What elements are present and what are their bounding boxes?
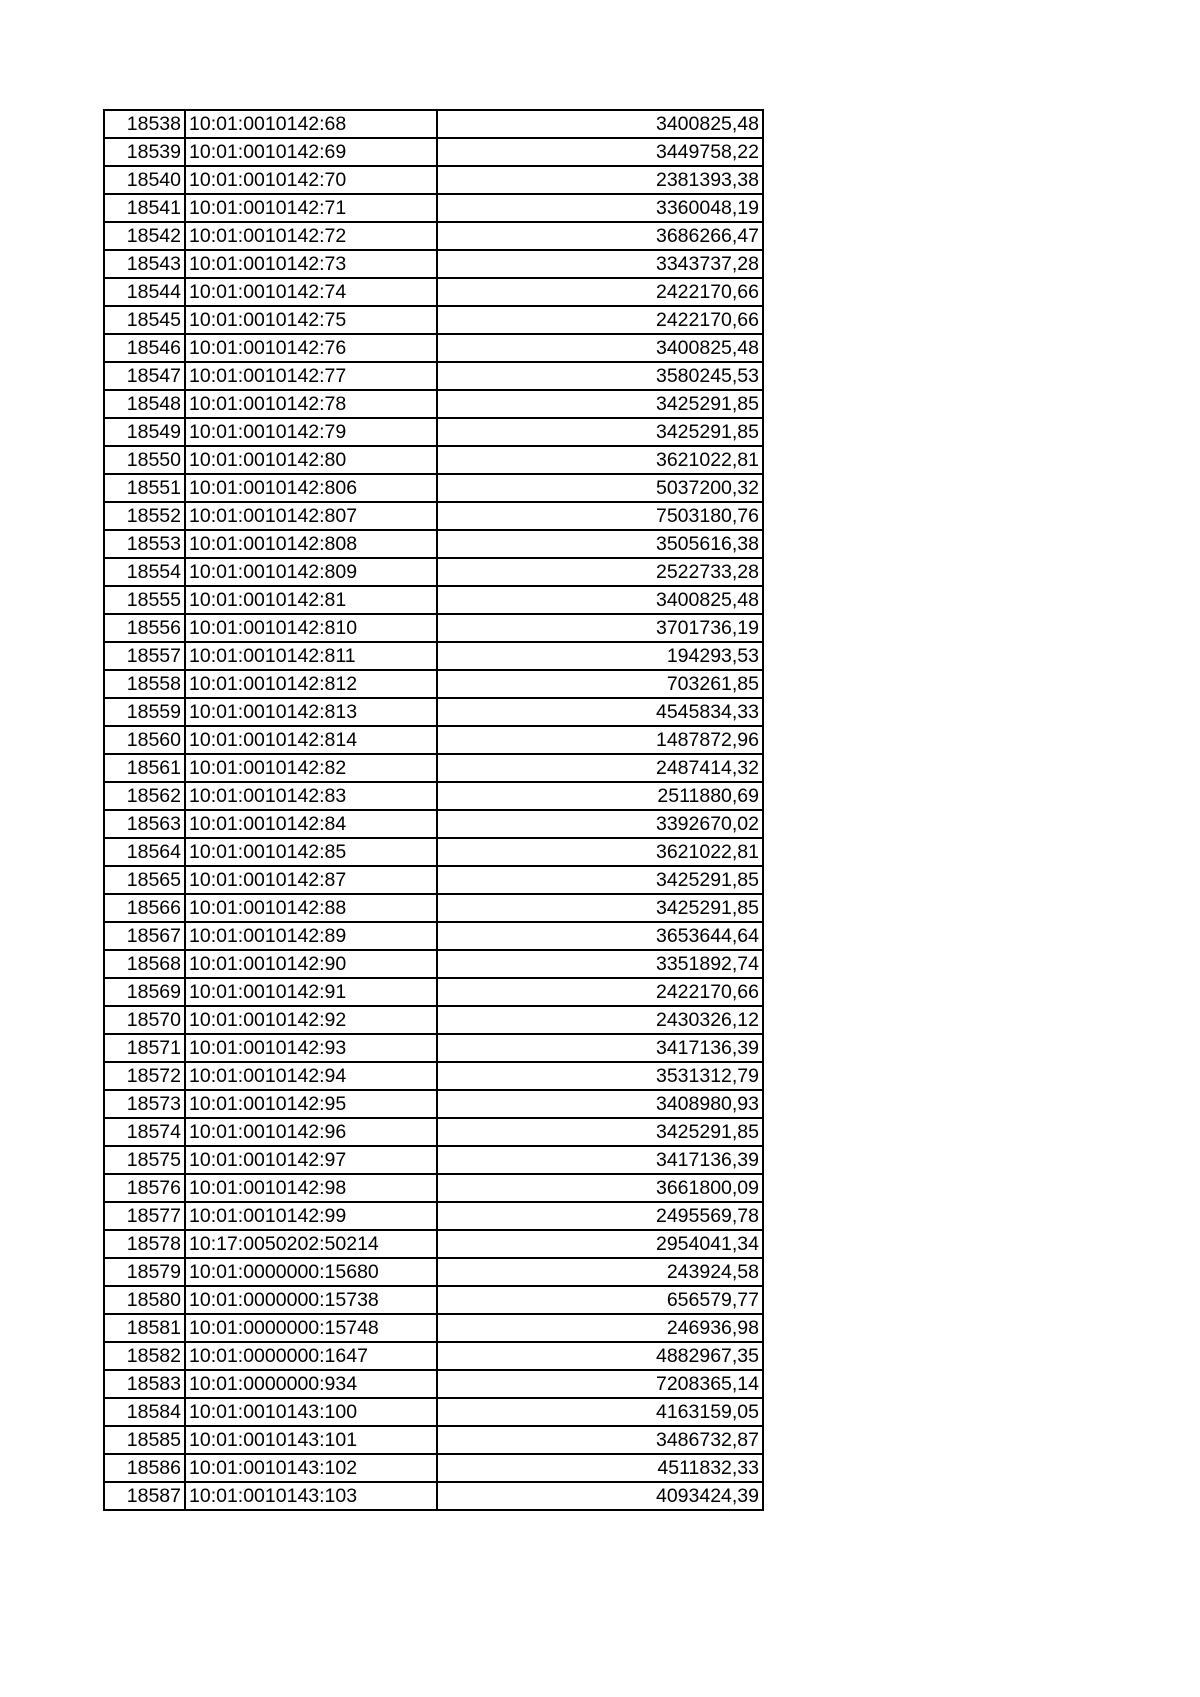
row-number-cell: 18547 [104,362,185,390]
value-cell: 1487872,96 [437,726,763,754]
cadastral-number-cell: 10:01:0010142:74 [185,278,437,306]
table-row [104,810,763,838]
table-row [104,306,763,334]
value-cell: 2381393,38 [437,166,763,194]
value-cell: 2954041,34 [437,1230,763,1258]
table-row [104,1342,763,1370]
row-number-cell: 18587 [104,1482,185,1510]
cadastral-number-cell: 10:01:0010142:88 [185,894,437,922]
table-row [104,1230,763,1258]
table-body [104,110,763,1510]
value-cell: 2522733,28 [437,558,763,586]
row-number-cell: 18574 [104,1118,185,1146]
table-row [104,474,763,502]
table-row [104,110,763,138]
value-cell: 4163159,05 [437,1398,763,1426]
cadastral-number-cell: 10:01:0010142:814 [185,726,437,754]
table-row [104,418,763,446]
value-cell: 7503180,76 [437,502,763,530]
value-cell: 194293,53 [437,642,763,670]
row-number-cell: 18571 [104,1034,185,1062]
table-row [104,894,763,922]
table-row [104,754,763,782]
cadastral-number-cell: 10:01:0010142:84 [185,810,437,838]
value-cell: 3505616,38 [437,530,763,558]
cadastral-number-cell: 10:01:0010142:82 [185,754,437,782]
row-number-cell: 18548 [104,390,185,418]
cadastral-number-cell: 10:01:0010142:83 [185,782,437,810]
value-cell: 3400825,48 [437,110,763,138]
table-row [104,166,763,194]
table-row [104,558,763,586]
value-cell: 3351892,74 [437,950,763,978]
row-number-cell: 18553 [104,530,185,558]
table-row [104,1426,763,1454]
row-number-cell: 18550 [104,446,185,474]
cadastral-number-cell: 10:01:0010142:70 [185,166,437,194]
cadastral-number-cell: 10:01:0000000:15748 [185,1314,437,1342]
row-number-cell: 18562 [104,782,185,810]
value-cell: 703261,85 [437,670,763,698]
cadastral-number-cell: 10:01:0000000:934 [185,1370,437,1398]
row-number-cell: 18579 [104,1258,185,1286]
table-row [104,1146,763,1174]
cadastral-number-cell: 10:01:0010143:100 [185,1398,437,1426]
data-table [103,109,764,1511]
table-row [104,1090,763,1118]
cadastral-number-cell: 10:01:0010143:102 [185,1454,437,1482]
row-number-cell: 18539 [104,138,185,166]
row-number-cell: 18541 [104,194,185,222]
table-row [104,278,763,306]
row-number-cell: 18572 [104,1062,185,1090]
value-cell: 656579,77 [437,1286,763,1314]
table-row [104,530,763,558]
cadastral-number-cell: 10:01:0010142:810 [185,614,437,642]
table-row [104,642,763,670]
value-cell: 5037200,32 [437,474,763,502]
row-number-cell: 18577 [104,1202,185,1230]
cadastral-number-cell: 10:01:0010142:76 [185,334,437,362]
table-row [104,390,763,418]
table-row [104,950,763,978]
table-row [104,1118,763,1146]
value-cell: 4511832,33 [437,1454,763,1482]
row-number-cell: 18586 [104,1454,185,1482]
row-number-cell: 18542 [104,222,185,250]
cadastral-number-cell: 10:17:0050202:50214 [185,1230,437,1258]
value-cell: 3686266,47 [437,222,763,250]
cadastral-number-cell: 10:01:0010142:75 [185,306,437,334]
row-number-cell: 18551 [104,474,185,502]
cadastral-number-cell: 10:01:0010142:85 [185,838,437,866]
value-cell: 3531312,79 [437,1062,763,1090]
table-row [104,978,763,1006]
row-number-cell: 18582 [104,1342,185,1370]
row-number-cell: 18556 [104,614,185,642]
value-cell: 3701736,19 [437,614,763,642]
row-number-cell: 18576 [104,1174,185,1202]
row-number-cell: 18559 [104,698,185,726]
table-row [104,670,763,698]
cadastral-number-cell: 10:01:0010142:95 [185,1090,437,1118]
value-cell: 3425291,85 [437,1118,763,1146]
cadastral-number-cell: 10:01:0010142:81 [185,586,437,614]
row-number-cell: 18581 [104,1314,185,1342]
value-cell: 3360048,19 [437,194,763,222]
cadastral-number-cell: 10:01:0010142:812 [185,670,437,698]
table-row [104,586,763,614]
table-row [104,250,763,278]
table-row [104,922,763,950]
row-number-cell: 18578 [104,1230,185,1258]
row-number-cell: 18549 [104,418,185,446]
cadastral-number-cell: 10:01:0010142:72 [185,222,437,250]
cadastral-number-cell: 10:01:0010142:806 [185,474,437,502]
table-row [104,138,763,166]
value-cell: 3343737,28 [437,250,763,278]
cadastral-number-cell: 10:01:0010142:98 [185,1174,437,1202]
row-number-cell: 18583 [104,1370,185,1398]
value-cell: 3400825,48 [437,334,763,362]
cadastral-number-cell: 10:01:0010142:97 [185,1146,437,1174]
value-cell: 246936,98 [437,1314,763,1342]
value-cell: 4882967,35 [437,1342,763,1370]
cadastral-number-cell: 10:01:0010142:73 [185,250,437,278]
table-row [104,614,763,642]
cadastral-number-cell: 10:01:0010142:90 [185,950,437,978]
value-cell: 3392670,02 [437,810,763,838]
value-cell: 3449758,22 [437,138,763,166]
cadastral-number-cell: 10:01:0010142:89 [185,922,437,950]
table-row [104,1034,763,1062]
value-cell: 3408980,93 [437,1090,763,1118]
row-number-cell: 18570 [104,1006,185,1034]
value-cell: 243924,58 [437,1258,763,1286]
value-cell: 3621022,81 [437,446,763,474]
row-number-cell: 18545 [104,306,185,334]
row-number-cell: 18554 [104,558,185,586]
cadastral-number-cell: 10:01:0010142:99 [185,1202,437,1230]
cadastral-number-cell: 10:01:0010142:71 [185,194,437,222]
value-cell: 4093424,39 [437,1482,763,1510]
row-number-cell: 18543 [104,250,185,278]
table-row [104,838,763,866]
row-number-cell: 18552 [104,502,185,530]
table-row [104,222,763,250]
value-cell: 2511880,69 [437,782,763,810]
row-number-cell: 18573 [104,1090,185,1118]
table-row [104,1398,763,1426]
cadastral-number-cell: 10:01:0010142:92 [185,1006,437,1034]
cadastral-number-cell: 10:01:0010142:807 [185,502,437,530]
cadastral-number-cell: 10:01:0010142:69 [185,138,437,166]
cadastral-number-cell: 10:01:0010142:87 [185,866,437,894]
table-row [104,1258,763,1286]
cadastral-number-cell: 10:01:0010142:811 [185,642,437,670]
table-row [104,1174,763,1202]
value-cell: 3425291,85 [437,418,763,446]
value-cell: 2487414,32 [437,754,763,782]
row-number-cell: 18558 [104,670,185,698]
value-cell: 3486732,87 [437,1426,763,1454]
cadastral-number-cell: 10:01:0010142:808 [185,530,437,558]
value-cell: 3417136,39 [437,1146,763,1174]
cadastral-number-cell: 10:01:0010142:813 [185,698,437,726]
table-row [104,1006,763,1034]
row-number-cell: 18567 [104,922,185,950]
value-cell: 2422170,66 [437,978,763,1006]
value-cell: 3661800,09 [437,1174,763,1202]
table-row [104,1482,763,1510]
table-row [104,698,763,726]
cadastral-number-cell: 10:01:0010142:91 [185,978,437,1006]
value-cell: 3425291,85 [437,866,763,894]
cadastral-number-cell: 10:01:0010142:80 [185,446,437,474]
cadastral-number-cell: 10:01:0000000:1647 [185,1342,437,1370]
value-cell: 3621022,81 [437,838,763,866]
row-number-cell: 18584 [104,1398,185,1426]
table-row [104,1314,763,1342]
value-cell: 2495569,78 [437,1202,763,1230]
value-cell: 3425291,85 [437,894,763,922]
table-row [104,1370,763,1398]
cadastral-number-cell: 10:01:0010142:96 [185,1118,437,1146]
value-cell: 2430326,12 [437,1006,763,1034]
row-number-cell: 18580 [104,1286,185,1314]
value-cell: 3400825,48 [437,586,763,614]
table-row [104,194,763,222]
row-number-cell: 18565 [104,866,185,894]
row-number-cell: 18546 [104,334,185,362]
row-number-cell: 18544 [104,278,185,306]
cadastral-number-cell: 10:01:0010143:101 [185,1426,437,1454]
value-cell: 7208365,14 [437,1370,763,1398]
row-number-cell: 18566 [104,894,185,922]
row-number-cell: 18564 [104,838,185,866]
table-row [104,502,763,530]
value-cell: 3417136,39 [437,1034,763,1062]
value-cell: 2422170,66 [437,278,763,306]
row-number-cell: 18563 [104,810,185,838]
table-row [104,726,763,754]
cadastral-number-cell: 10:01:0010142:77 [185,362,437,390]
table-row [104,782,763,810]
row-number-cell: 18538 [104,110,185,138]
cadastral-number-cell: 10:01:0010142:809 [185,558,437,586]
row-number-cell: 18575 [104,1146,185,1174]
row-number-cell: 18555 [104,586,185,614]
row-number-cell: 18561 [104,754,185,782]
cadastral-number-cell: 10:01:0010142:78 [185,390,437,418]
cadastral-number-cell: 10:01:0000000:15738 [185,1286,437,1314]
table-row [104,362,763,390]
value-cell: 3425291,85 [437,390,763,418]
cadastral-number-cell: 10:01:0010143:103 [185,1482,437,1510]
cadastral-number-cell: 10:01:0010142:94 [185,1062,437,1090]
table-row [104,1454,763,1482]
row-number-cell: 18540 [104,166,185,194]
row-number-cell: 18557 [104,642,185,670]
row-number-cell: 18585 [104,1426,185,1454]
cadastral-number-cell: 10:01:0010142:79 [185,418,437,446]
table-row [104,1062,763,1090]
table-row [104,334,763,362]
table-row [104,1286,763,1314]
row-number-cell: 18569 [104,978,185,1006]
row-number-cell: 18560 [104,726,185,754]
value-cell: 3653644,64 [437,922,763,950]
value-cell: 4545834,33 [437,698,763,726]
value-cell: 2422170,66 [437,306,763,334]
value-cell: 3580245,53 [437,362,763,390]
cadastral-number-cell: 10:01:0010142:93 [185,1034,437,1062]
table-row [104,446,763,474]
cadastral-number-cell: 10:01:0010142:68 [185,110,437,138]
table-row [104,1202,763,1230]
table-row [104,866,763,894]
cadastral-number-cell: 10:01:0000000:15680 [185,1258,437,1286]
row-number-cell: 18568 [104,950,185,978]
